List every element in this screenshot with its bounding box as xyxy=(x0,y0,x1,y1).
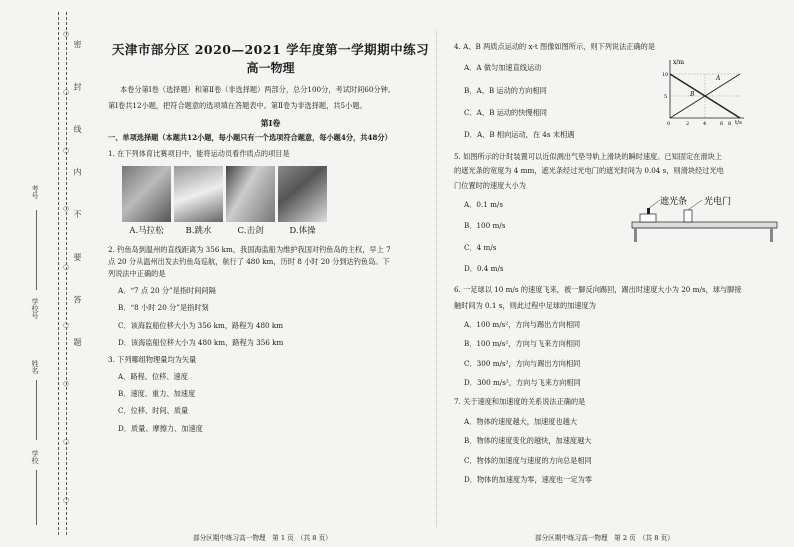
graph-x-label: t/s xyxy=(735,120,742,126)
air-track xyxy=(632,222,777,228)
q5-option-b: B．100 m/s xyxy=(464,221,506,231)
graph-xtick-4: 4 xyxy=(703,121,707,126)
volume-heading: 第Ⅰ卷 xyxy=(260,117,281,128)
q1-option-c: C.击剑 xyxy=(237,225,264,236)
graph-label-b: B xyxy=(690,91,695,98)
graph-xtick-0: 0 xyxy=(667,121,671,126)
q1-option-a: A.马拉松 xyxy=(129,225,164,236)
exam-title: 天津市部分区 2020—2021 学年度第一学期期中练习 xyxy=(111,42,430,57)
q5-stem-line2: 的遮光条的宽度为 4 mm，遮光条经过光电门的遮光时间为 0.04 s，则滑块经过光电 xyxy=(454,166,724,176)
q4-option-b: B．A、B 运动的方向相同 xyxy=(464,85,547,95)
label-light-strip: 遮光条 xyxy=(660,197,688,207)
seal-text: 密 封 线 内 不 要 答 题 xyxy=(73,40,82,362)
graph-ytick-10: 10 xyxy=(662,72,669,78)
track-support-left xyxy=(634,228,637,242)
q7-option-d: D．物体的加速度为零，速度也一定为零 xyxy=(464,474,592,484)
q2-stem-line2: 点 20 分从温州出发去钓鱼岛巡航，航行了 480 km，历时 8 小时 20 分到达钓鱼岛。下 xyxy=(108,257,390,267)
name-line xyxy=(36,380,37,440)
q3-option-c: C．位移、时间、质量 xyxy=(118,406,189,416)
q7-option-a: A．物体的速度越大，加速度也越大 xyxy=(464,416,578,426)
q6-stem-line2: 触时间为 0.1 s，则此过程中足球的加速度为 xyxy=(454,300,596,310)
field-label-school: 学校 xyxy=(31,450,39,464)
diving-photo xyxy=(174,166,223,222)
light-shield-strip xyxy=(647,208,650,214)
footer-page-2: 部分区期中练习高一物理 第 2 页 （共 8 页） xyxy=(535,534,674,542)
q5-option-c: C．4 m/s xyxy=(464,242,497,252)
field-label-name: 姓名 xyxy=(31,360,39,374)
q5-stem-line3: 门位置时的速度大小为 xyxy=(454,180,526,190)
q2-option-b: B．“8 小时 20 分”是指时刻 xyxy=(118,303,209,313)
q6-option-b: B．100 m/s²，方向与飞来方向相同 xyxy=(464,339,581,349)
exam-subtitle: 高一物理 xyxy=(246,61,295,76)
photogate xyxy=(684,210,692,222)
slider-block xyxy=(640,214,656,222)
field-label-exam-no: 考号 xyxy=(31,185,39,199)
q3-option-a: A．路程、位移、速度 xyxy=(118,371,188,381)
seal-dashed-line xyxy=(58,12,59,535)
q2-stem-line1: 2. 钓鱼岛到温州的直线距离为 356 km，我国海监船为维护我国对钓鱼岛的主权，早上 7 xyxy=(108,244,391,254)
intro-paragraph-1: 本卷分第Ⅰ卷（选择题）和第Ⅱ卷（非选择题）两部分，总分100分，考试时间60分钟。 xyxy=(120,84,395,94)
q3-option-b: B．速度、重力、加速度 xyxy=(118,388,196,398)
gymnastics-photo xyxy=(278,166,327,222)
q4-option-d: D．A、B 相向运动，在 4s 末相遇 xyxy=(464,130,575,140)
intro-paragraph-2: 第Ⅰ卷共12小题，把符合题意的选项填在答题表中。第Ⅱ卷为非选择题，共5小题。 xyxy=(108,101,367,111)
q5-option-d: D．0.4 m/s xyxy=(464,263,504,273)
q2-stem-line3: 列说法中正确的是 xyxy=(108,269,166,279)
q3-option-d: D．质量、摩擦力、加速度 xyxy=(118,423,203,433)
seal-circles: ○ ○ ○ ○ ○ ○ ○ ○ ○ xyxy=(62,30,70,528)
q1-option-b: B.跳水 xyxy=(185,225,212,236)
exam-no-line xyxy=(36,210,37,290)
q7-option-b: B．物体的速度变化的越快，加速度越大 xyxy=(464,436,592,446)
school-line xyxy=(36,470,37,525)
q1-captions xyxy=(122,226,433,237)
graph-ytick-5: 5 xyxy=(664,94,668,100)
photogate-leader xyxy=(688,200,702,210)
q3-stem: 3. 下列哪组物理量均为矢量 xyxy=(108,355,197,365)
label-photogate: 光电门 xyxy=(704,197,732,207)
page-fold xyxy=(436,30,437,527)
marathon-photo xyxy=(122,166,171,222)
section-heading: 一、单项选择题（本题共12小题，每小题只有一个选项符合题意，每小题4分，共48分） xyxy=(108,132,392,142)
graph-y-label: x/m xyxy=(673,59,685,66)
graph-xtick-2: 2 xyxy=(686,121,690,126)
q1-photos xyxy=(122,166,433,222)
graph-label-a: A xyxy=(716,75,721,82)
q2-option-d: D．该海监船位移大小为 480 km，路程为 356 km xyxy=(118,337,284,347)
field-label-school-no: 学校号 xyxy=(31,298,39,319)
q2-option-c: C．该海监船位移大小为 356 km，路程为 480 km xyxy=(118,320,284,330)
q4-stem: 4. A、B 两质点运动的 x-t 图像如图所示，则下列说法正确的是 xyxy=(454,42,656,51)
graph-xtick-8: 8 xyxy=(728,121,732,126)
q7-stem: 7. 关于速度和加速度的关系说法正确的是 xyxy=(454,397,586,407)
left-page xyxy=(108,42,433,441)
q1-stem: 1. 在下列体育比赛项目中，能将运动员看作质点的项目是 xyxy=(108,149,290,159)
q5-stem-line1: 5. 如图所示的计时装置可以近似测出气垫导轨上滑块的瞬时速度。已知固定在滑块上 xyxy=(454,151,722,161)
q6-option-a: A．100 m/s²，方向与踢出方向相同 xyxy=(464,320,581,330)
q4-xt-graph xyxy=(662,56,747,126)
q6-option-d: D．300 m/s²，方向与飞来方向相同 xyxy=(464,378,581,388)
q6-option-c: C．300 m/s²，方向与踢出方向相同 xyxy=(464,358,581,368)
fencing-photo xyxy=(226,166,275,222)
q4-option-a: A．A 做匀加速直线运动 xyxy=(464,63,542,73)
q7-option-c: C．物体的加速度与速度的方向总是相同 xyxy=(464,455,592,465)
q4-option-c: C．A、B 运动的快慢相同 xyxy=(464,108,547,118)
footer-page-1: 部分区期中练习高一物理 第 1 页 （共 8 页） xyxy=(193,534,332,542)
strip-leader xyxy=(649,200,660,208)
q1-option-d: D.体操 xyxy=(289,225,316,236)
q5-option-a: A．0.1 m/s xyxy=(464,199,504,209)
q2-option-a: A．“7 点 20 分”是指时间间隔 xyxy=(118,285,216,295)
graph-xtick-6: 6 xyxy=(720,121,724,126)
q5-air-track-apparatus xyxy=(630,196,780,246)
q6-stem-line1: 6. 一足球以 10 m/s 的速度飞来，被一脚反向踢回，踢出时速度大小为 20 m/s，球与脚接 xyxy=(454,285,742,295)
track-support-right xyxy=(770,228,773,242)
binding-margin xyxy=(0,0,90,547)
